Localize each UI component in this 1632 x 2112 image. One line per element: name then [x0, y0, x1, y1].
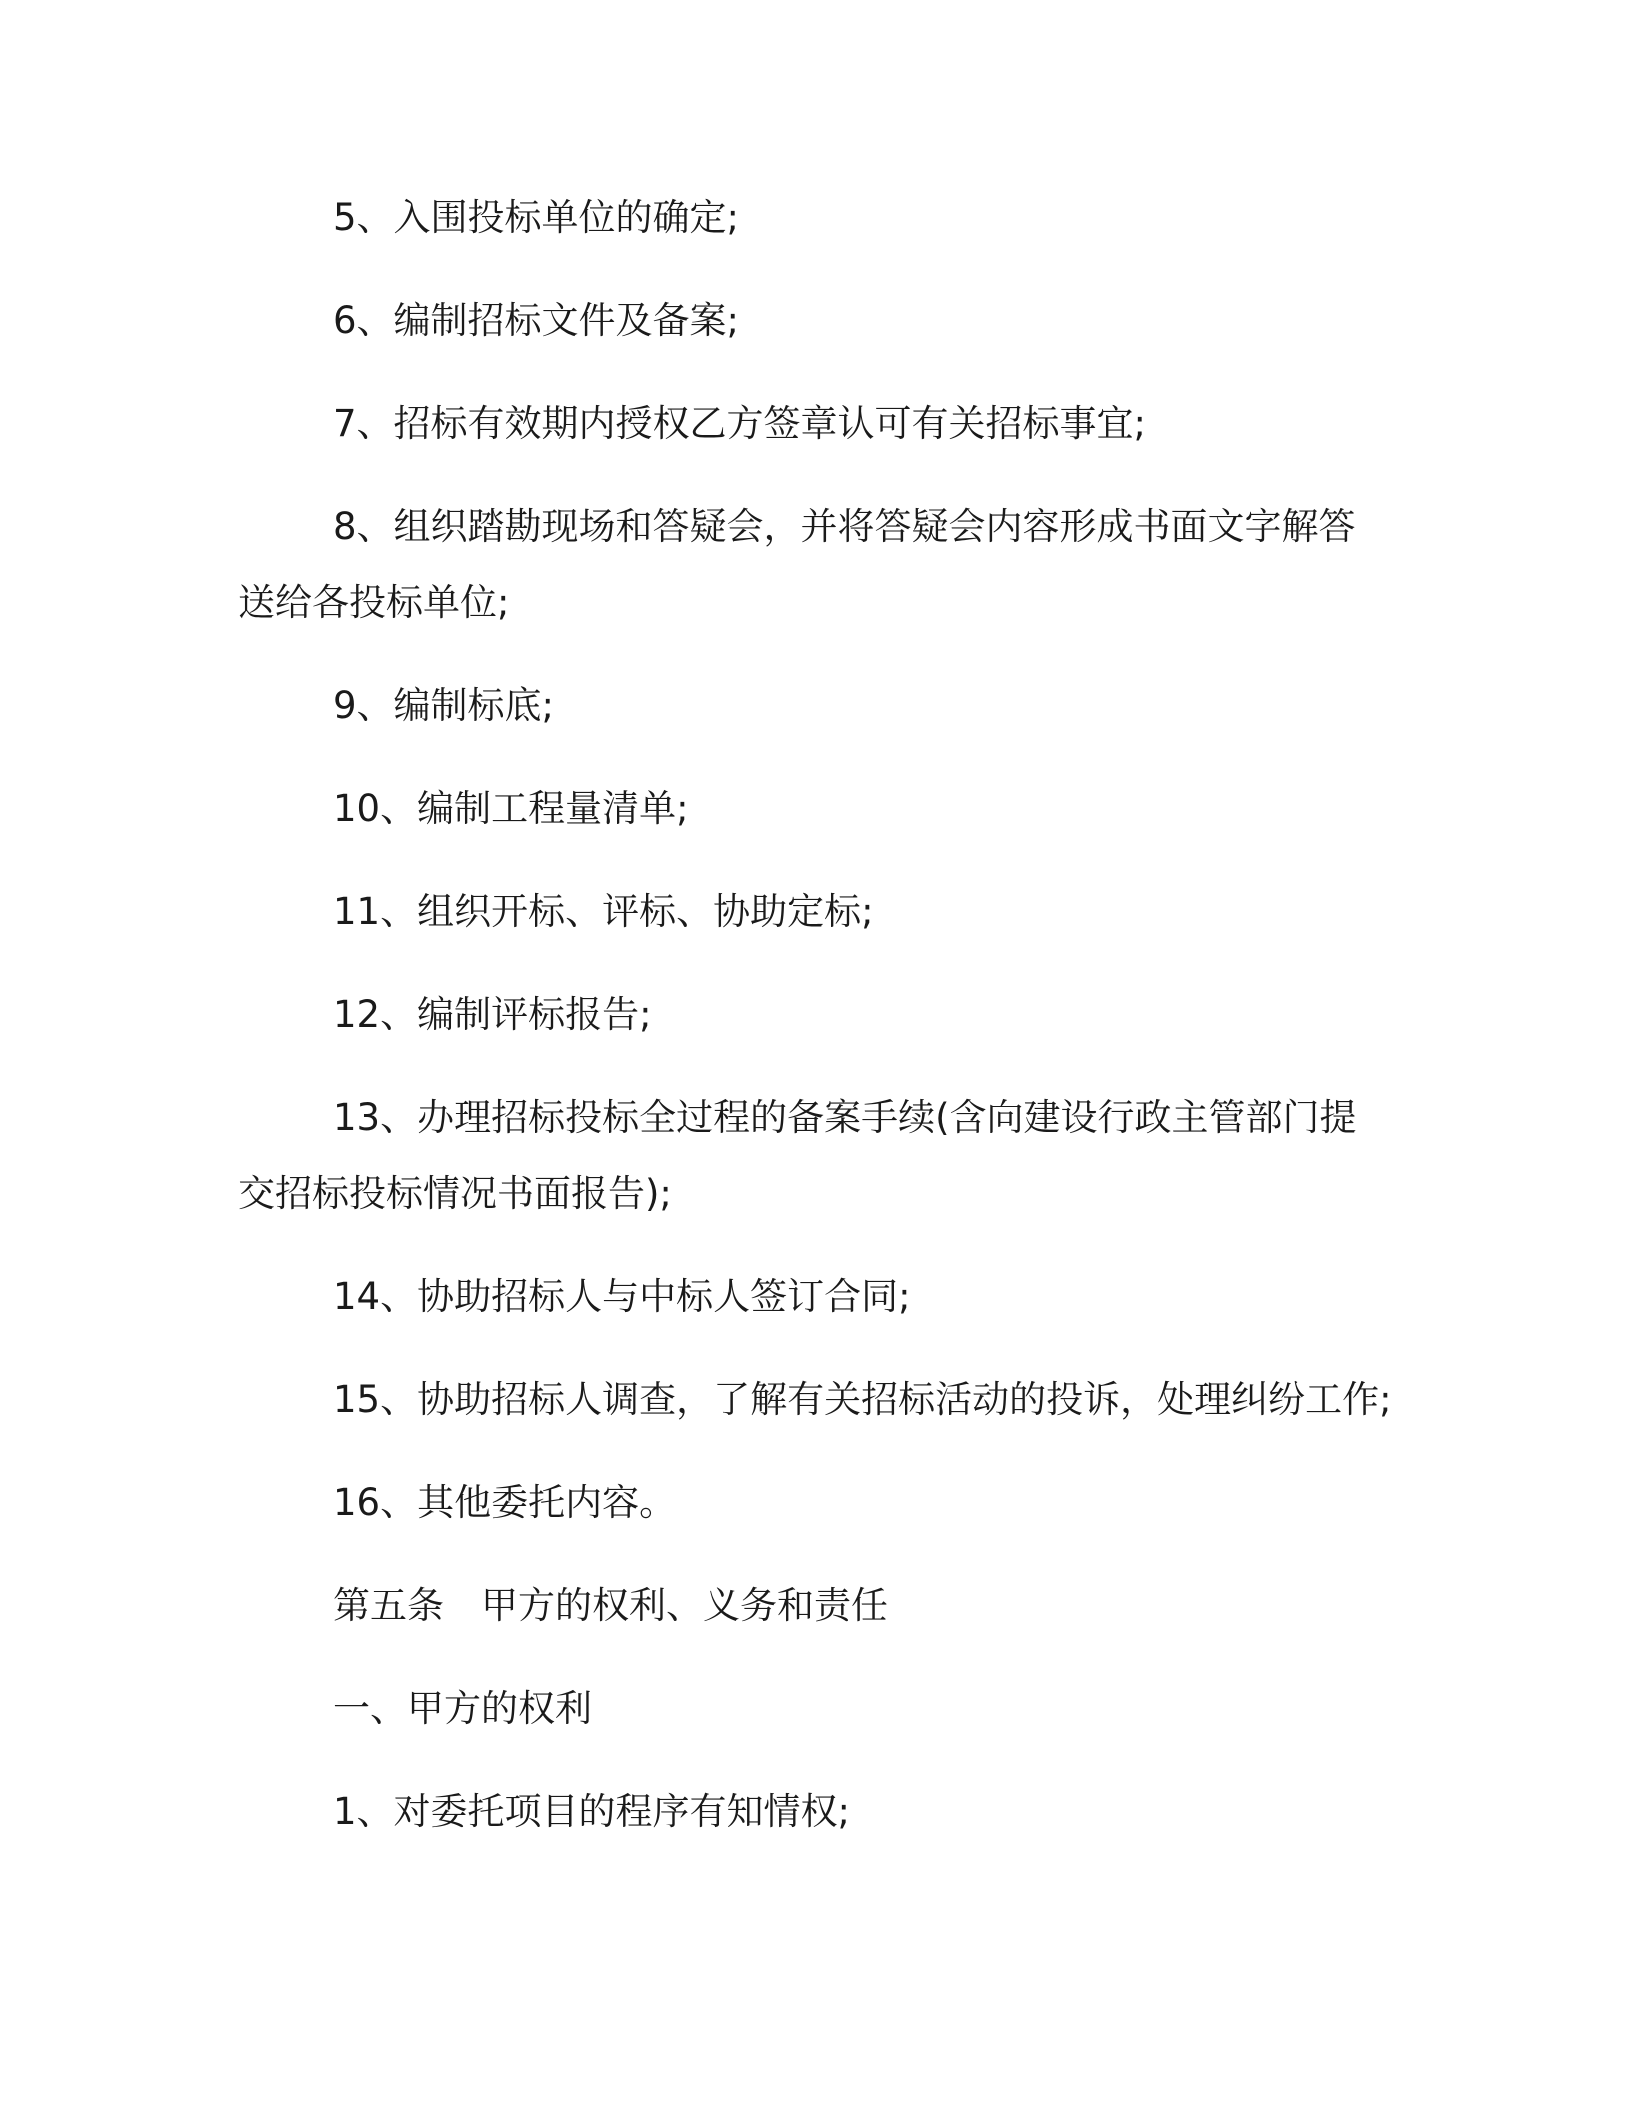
list-item: 8、组织踏勘现场和答疑会，并将答疑会内容形成书面文字解答 [333, 505, 1356, 548]
list-item-continuation: 交招标投标情况书面报告); [238, 1172, 672, 1215]
subsection-title: 一、甲方的权利 [333, 1687, 592, 1730]
list-item: 6、编制招标文件及备案; [333, 299, 740, 342]
list-item: 9、编制标底; [333, 684, 555, 727]
section-title: 第五条 甲方的权利、义务和责任 [333, 1584, 888, 1627]
list-item: 10、编制工程量清单; [333, 787, 689, 830]
list-item: 14、协助招标人与中标人签订合同; [333, 1275, 911, 1318]
list-item: 15、协助招标人调查，了解有关招标活动的投诉，处理纠纷工作; [333, 1378, 1392, 1421]
list-item: 11、组织开标、评标、协助定标; [333, 890, 874, 933]
list-item: 5、入围投标单位的确定; [333, 196, 740, 239]
list-item: 12、编制评标报告; [333, 993, 652, 1036]
list-item: 16、其他委托内容。 [333, 1481, 677, 1524]
list-item: 13、办理招标投标全过程的备案手续(含向建设行政主管部门提 [333, 1096, 1357, 1139]
list-item: 7、招标有效期内授权乙方签章认可有关招标事宜; [333, 402, 1147, 445]
list-item: 1、对委托项目的程序有知情权; [333, 1790, 851, 1833]
list-item-continuation: 送给各投标单位; [238, 581, 510, 624]
